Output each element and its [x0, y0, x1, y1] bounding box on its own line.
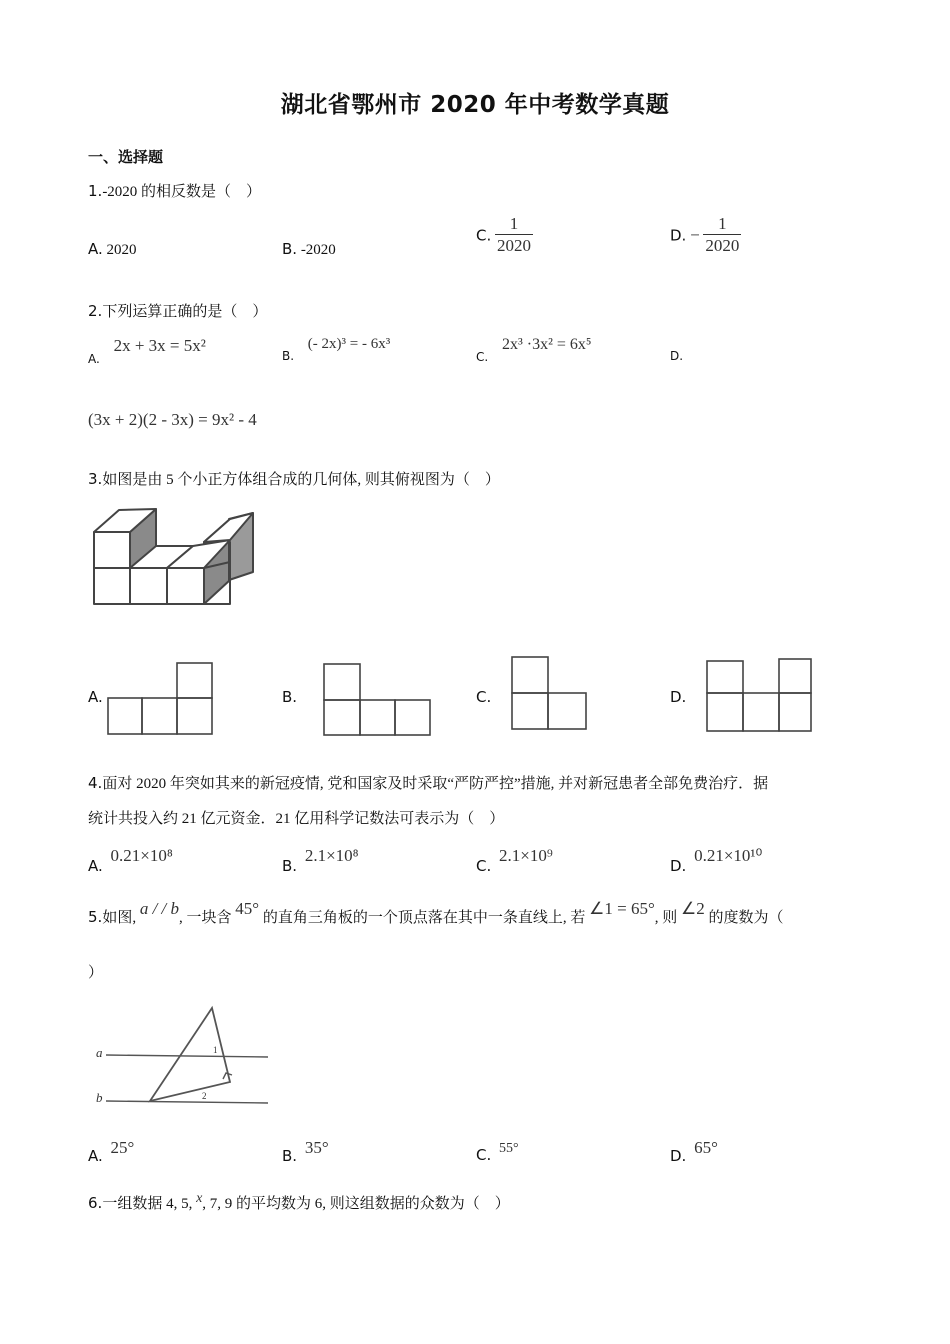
line-a — [106, 1055, 268, 1057]
cube-solid-figure — [88, 502, 260, 608]
q3-option-d-figure — [704, 655, 814, 735]
q2-option-d-expression: (3x + 2)(2 - 3x) = 9x² - 4 — [88, 410, 257, 429]
q3-option-a: A. — [88, 688, 103, 706]
q1-option-a: A. 2020 — [88, 240, 137, 258]
label-angle-2: 2 — [202, 1091, 207, 1101]
q5-option-b: B. 35° — [282, 1138, 329, 1165]
label-b: b — [96, 1090, 103, 1105]
question-6: 6.一组数据 4, 5, x, 7, 9 的平均数为 6, 则这组数据的众数为（ ） — [88, 1191, 510, 1212]
q5-option-d: D. 65° — [670, 1138, 718, 1165]
q3-option-d: D. — [670, 688, 687, 706]
q3-option-a-figure — [106, 660, 216, 738]
q2-option-b: $_{B.}$ (- 2x)³ = - 6x³ — [282, 336, 391, 363]
question-number: 4. — [88, 774, 103, 792]
question-5-line-2: ） — [88, 965, 104, 981]
q2-option-c: $_{C.}$ 2x³ ·3x² = 6x⁵ — [476, 336, 592, 364]
question-number: 1. — [88, 182, 103, 200]
q3-option-c-figure — [510, 655, 590, 733]
question-2 — [88, 300, 267, 323]
parallel-expression: a / / b — [139, 899, 180, 918]
question-number: 6. — [88, 1194, 103, 1212]
question-5: 5.如图, a / / b, 一块含 45° 的直角三角板的一个顶点落在其中一条直线上, 若 ∠1 = 65°, 则 ∠2 的度数为（ — [88, 899, 784, 926]
question-number: 5. — [88, 908, 103, 926]
q4-option-a: A. 0.21×10⁸ — [88, 846, 173, 875]
question-text: 下列运算正确的是（ ） — [102, 304, 268, 320]
q4-option-b: B. 2.1×10⁸ — [282, 846, 359, 875]
question-text-line-1: 面对 2020 年突如其来的新冠疫情, 党和国家及时采取“严防严控”措施, 并对新冠患者全部免费治疗．据 — [102, 776, 769, 792]
q2-option-a: $_{A.}$ 2x + 3x = 5x² — [88, 336, 206, 366]
fraction: $\frac{1}{2020}$ — [497, 214, 531, 255]
q3-option-b-figure — [322, 662, 434, 738]
question-1 — [88, 180, 261, 203]
q5-option-a: A. 25° — [88, 1138, 135, 1165]
q3-option-c: C. — [476, 688, 492, 706]
variable-x: x — [196, 1191, 203, 1206]
fraction: $\frac{1}{2020}$ — [705, 214, 740, 255]
q1-option-d: D. − $\frac{1}{2020}$ — [670, 214, 740, 255]
triangle — [150, 1008, 230, 1101]
q2-option-d: D. — [670, 349, 684, 363]
line-b — [106, 1101, 268, 1103]
page-title: 湖北省鄂州市 2020 年中考数学真题 — [280, 92, 670, 118]
parallel-lines-triangle-figure — [92, 1000, 272, 1110]
q4-option-c: C. 2.1×10⁹ — [476, 846, 553, 875]
angle-45-expression: 45° — [235, 899, 260, 918]
q4-option-d: D. 0.21×10¹⁰ — [670, 846, 763, 875]
question-number: 3. — [88, 470, 103, 488]
section-heading: 一、选择题 — [88, 148, 164, 166]
question-text: 如图是由 5 个小正方体组合成的几何体, 则其俯视图为（ ） — [102, 472, 500, 488]
q1-option-c: C. $\frac{1}{2020}$ — [476, 214, 531, 255]
q1-option-b: B. -2020 — [282, 240, 336, 258]
question-3 — [88, 468, 500, 491]
question-4 — [88, 772, 768, 795]
q5-option-c: C. 55° — [476, 1141, 519, 1164]
q3-option-b: B. — [282, 688, 298, 706]
label-a: a — [96, 1045, 103, 1060]
question-4-line-2: 统计共投入约 21 亿元资金．21 亿用科学记数法可表示为（ ） — [88, 811, 505, 827]
question-text: -2020 的相反数是（ ） — [102, 184, 262, 200]
question-number: 2. — [88, 302, 103, 320]
angle-2-expression: ∠2 — [681, 899, 705, 918]
angle-1-expression: ∠1 = 65° — [589, 899, 655, 918]
label-angle-1: 1 — [213, 1045, 218, 1055]
